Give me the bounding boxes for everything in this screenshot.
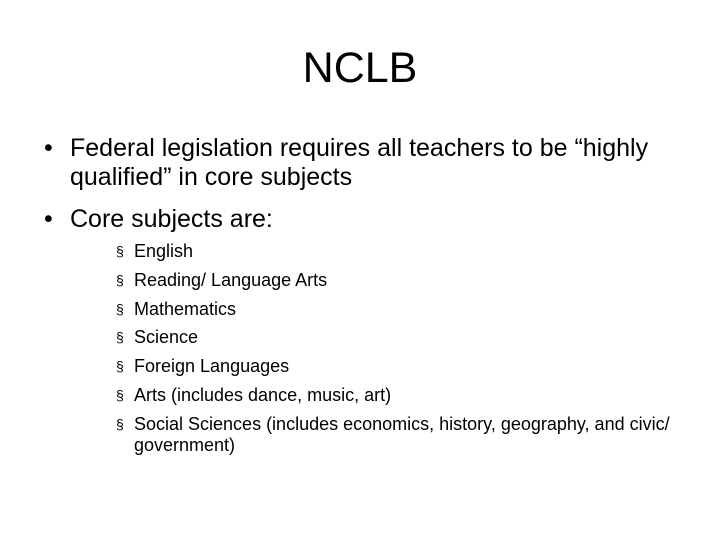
subject-text: Reading/ Language Arts xyxy=(134,269,328,290)
section-marker: § xyxy=(116,415,124,432)
bullet-text: Federal legislation requires all teachers to be “highly qualified” in core subjects xyxy=(70,134,649,191)
subject-text: Mathematics xyxy=(134,298,237,319)
bullet-marker: • xyxy=(44,134,53,162)
subject-list xyxy=(116,241,706,456)
subject-text: Foreign Languages xyxy=(134,356,290,377)
section-marker: § xyxy=(116,300,124,317)
bullet-marker: • xyxy=(44,205,53,233)
subject-text: Science xyxy=(134,327,199,348)
section-marker: § xyxy=(116,271,124,288)
section-marker: § xyxy=(116,358,124,375)
subject-item xyxy=(116,385,706,414)
subject-text: Social Sciences (includes economics, history, geography, and civic/ government) xyxy=(134,413,670,455)
bullet-text: Core subjects are: xyxy=(70,205,273,233)
subject-item xyxy=(116,241,706,270)
subject-text: Arts (includes dance, music, art) xyxy=(134,384,392,405)
subject-item xyxy=(116,414,706,456)
slide-title: NCLB xyxy=(302,44,418,92)
subject-item xyxy=(116,356,706,385)
section-marker: § xyxy=(116,243,124,259)
subject-item xyxy=(116,270,706,299)
subject-text: English xyxy=(134,241,194,261)
subject-item xyxy=(116,327,706,356)
subject-item xyxy=(116,299,706,328)
section-marker: § xyxy=(116,329,124,346)
section-marker: § xyxy=(116,386,124,403)
